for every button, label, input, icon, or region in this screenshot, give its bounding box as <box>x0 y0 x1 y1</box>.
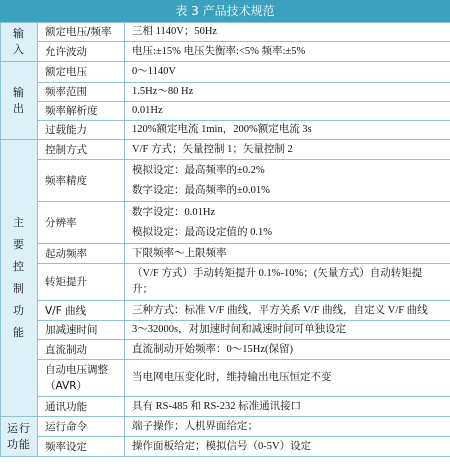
table-row <box>1 140 450 160</box>
table-row <box>1 397 450 417</box>
table-row <box>1 160 450 202</box>
parameter-cell: 直流制动 <box>38 340 125 360</box>
parameter-cell: 分辨率 <box>38 202 125 244</box>
category-label: 出 <box>13 101 25 115</box>
value-line: 0.01Hz <box>132 105 163 116</box>
category-label: 功能 <box>7 437 31 451</box>
value-line: V/F 方式；矢量控制 1；矢量控制 2 <box>132 143 293 155</box>
value-line: 具有 RS-485 和 RS-232 标准通讯接口 <box>132 400 302 412</box>
parameter-cell: 过载能力 <box>38 121 125 140</box>
table-row <box>1 340 450 360</box>
parameter-cell: 运行命令 <box>38 417 125 437</box>
value-line: 3～32000s，对加速时间和减速时间可单独设定 <box>132 324 347 335</box>
value-cell <box>125 23 450 42</box>
value-cell <box>125 437 450 457</box>
category-label: 功 <box>13 304 25 317</box>
category-cell <box>1 23 38 62</box>
category-cell <box>1 417 38 457</box>
parameter-cell: 额定电压/频率 <box>38 23 125 42</box>
table-row <box>1 360 450 397</box>
value-cell <box>125 301 450 321</box>
value-cell <box>125 62 450 83</box>
category-label: 主 <box>13 216 25 229</box>
parameter-cell <box>38 360 125 397</box>
value-cell <box>125 42 450 62</box>
value-line: 1.5Hz～80 Hz <box>132 86 194 97</box>
value-line: 端子操作；人机界面给定； <box>132 420 258 432</box>
parameter-cell: 频率设定 <box>38 437 125 457</box>
value-cell <box>125 360 450 397</box>
table-row <box>1 42 450 62</box>
parameter-cell: 允许波动 <box>38 42 125 62</box>
value-line: 模拟设定：最高频率的±0.2% <box>132 164 265 176</box>
value-line: 当电网电压变化时，维持输出电压恒定不变 <box>132 372 332 383</box>
parameter-cell: 频率解析度 <box>38 102 125 121</box>
value-cell <box>125 340 450 360</box>
value-cell <box>125 397 450 417</box>
value-line: 三种方式：标准 V/F 曲线，平方关系 V/F 曲线，自定义 V/F 曲线 <box>132 304 428 316</box>
parameter-name: （AVR） <box>45 380 87 392</box>
parameter-cell: 通讯功能 <box>38 397 125 417</box>
value-cell <box>125 244 450 264</box>
value-line: 下限频率～上限频率 <box>132 247 227 259</box>
value-line: 数字设定：0.01Hz <box>132 206 216 218</box>
parameter-cell: 额定电压 <box>38 62 125 83</box>
category-label: 制 <box>13 282 25 295</box>
parameter-name: 自动电压调整 <box>45 364 108 376</box>
category-cell <box>1 140 38 417</box>
value-cell <box>125 202 450 244</box>
value-line: 0～1140V <box>132 66 176 77</box>
parameter-cell: V/F 曲线 <box>38 301 125 321</box>
spec-table-body <box>1 23 450 457</box>
value-line: 三相 1140V；50Hz <box>132 26 218 37</box>
category-label: 能 <box>13 326 25 339</box>
table-row <box>1 102 450 121</box>
table-row <box>1 62 450 83</box>
value-line: 直流制动开始频率：0～15Hz(保留) <box>132 343 293 355</box>
value-cell <box>125 83 450 102</box>
parameter-cell: 起动频率 <box>38 244 125 264</box>
value-line: 操作面板给定；模拟信号（0-5V）设定 <box>132 440 312 452</box>
table-row <box>1 83 450 102</box>
table-row <box>1 23 450 42</box>
table-row <box>1 321 450 340</box>
value-cell <box>125 321 450 340</box>
parameter-cell: 控制方式 <box>38 140 125 160</box>
table-row <box>1 437 450 457</box>
parameter-cell: 转矩提升 <box>38 264 125 301</box>
spec-table <box>0 22 450 457</box>
value-line: 模拟设定：最高设定值的 0.1% <box>132 226 272 238</box>
table-row <box>1 264 450 301</box>
value-line: （V/F 方式）手动转矩提升 0.1%-10%；(矢量方式）自动转矩提 <box>132 268 423 279</box>
category-label: 控 <box>13 260 25 273</box>
category-label: 输 <box>13 27 25 40</box>
category-cell <box>1 62 38 140</box>
category-label: 入 <box>13 43 25 56</box>
value-cell <box>125 102 450 121</box>
value-cell <box>125 121 450 140</box>
table-title: 表 3 产品技术规范 <box>0 0 450 22</box>
category-label: 运行 <box>7 421 31 435</box>
category-label: 要 <box>13 238 25 251</box>
category-label: 输 <box>13 85 25 99</box>
value-line: 120%额定电流 1min，200%额定电流 3s <box>132 124 312 135</box>
parameter-cell: 加减速时间 <box>38 321 125 340</box>
value-line: 数字设定：最高频率的±0.01% <box>132 184 270 196</box>
parameter-cell: 频率范围 <box>38 83 125 102</box>
table-row <box>1 202 450 244</box>
table-row <box>1 417 450 437</box>
value-cell <box>125 417 450 437</box>
value-cell <box>125 160 450 202</box>
table-row <box>1 301 450 321</box>
table-row <box>1 244 450 264</box>
value-cell <box>125 264 450 301</box>
value-line: 电压:±15% 电压失衡率:<5% 频率:±5% <box>132 45 306 57</box>
value-line: 升； <box>132 284 153 295</box>
table-row <box>1 121 450 140</box>
value-cell <box>125 140 450 160</box>
parameter-cell: 频率精度 <box>38 160 125 202</box>
